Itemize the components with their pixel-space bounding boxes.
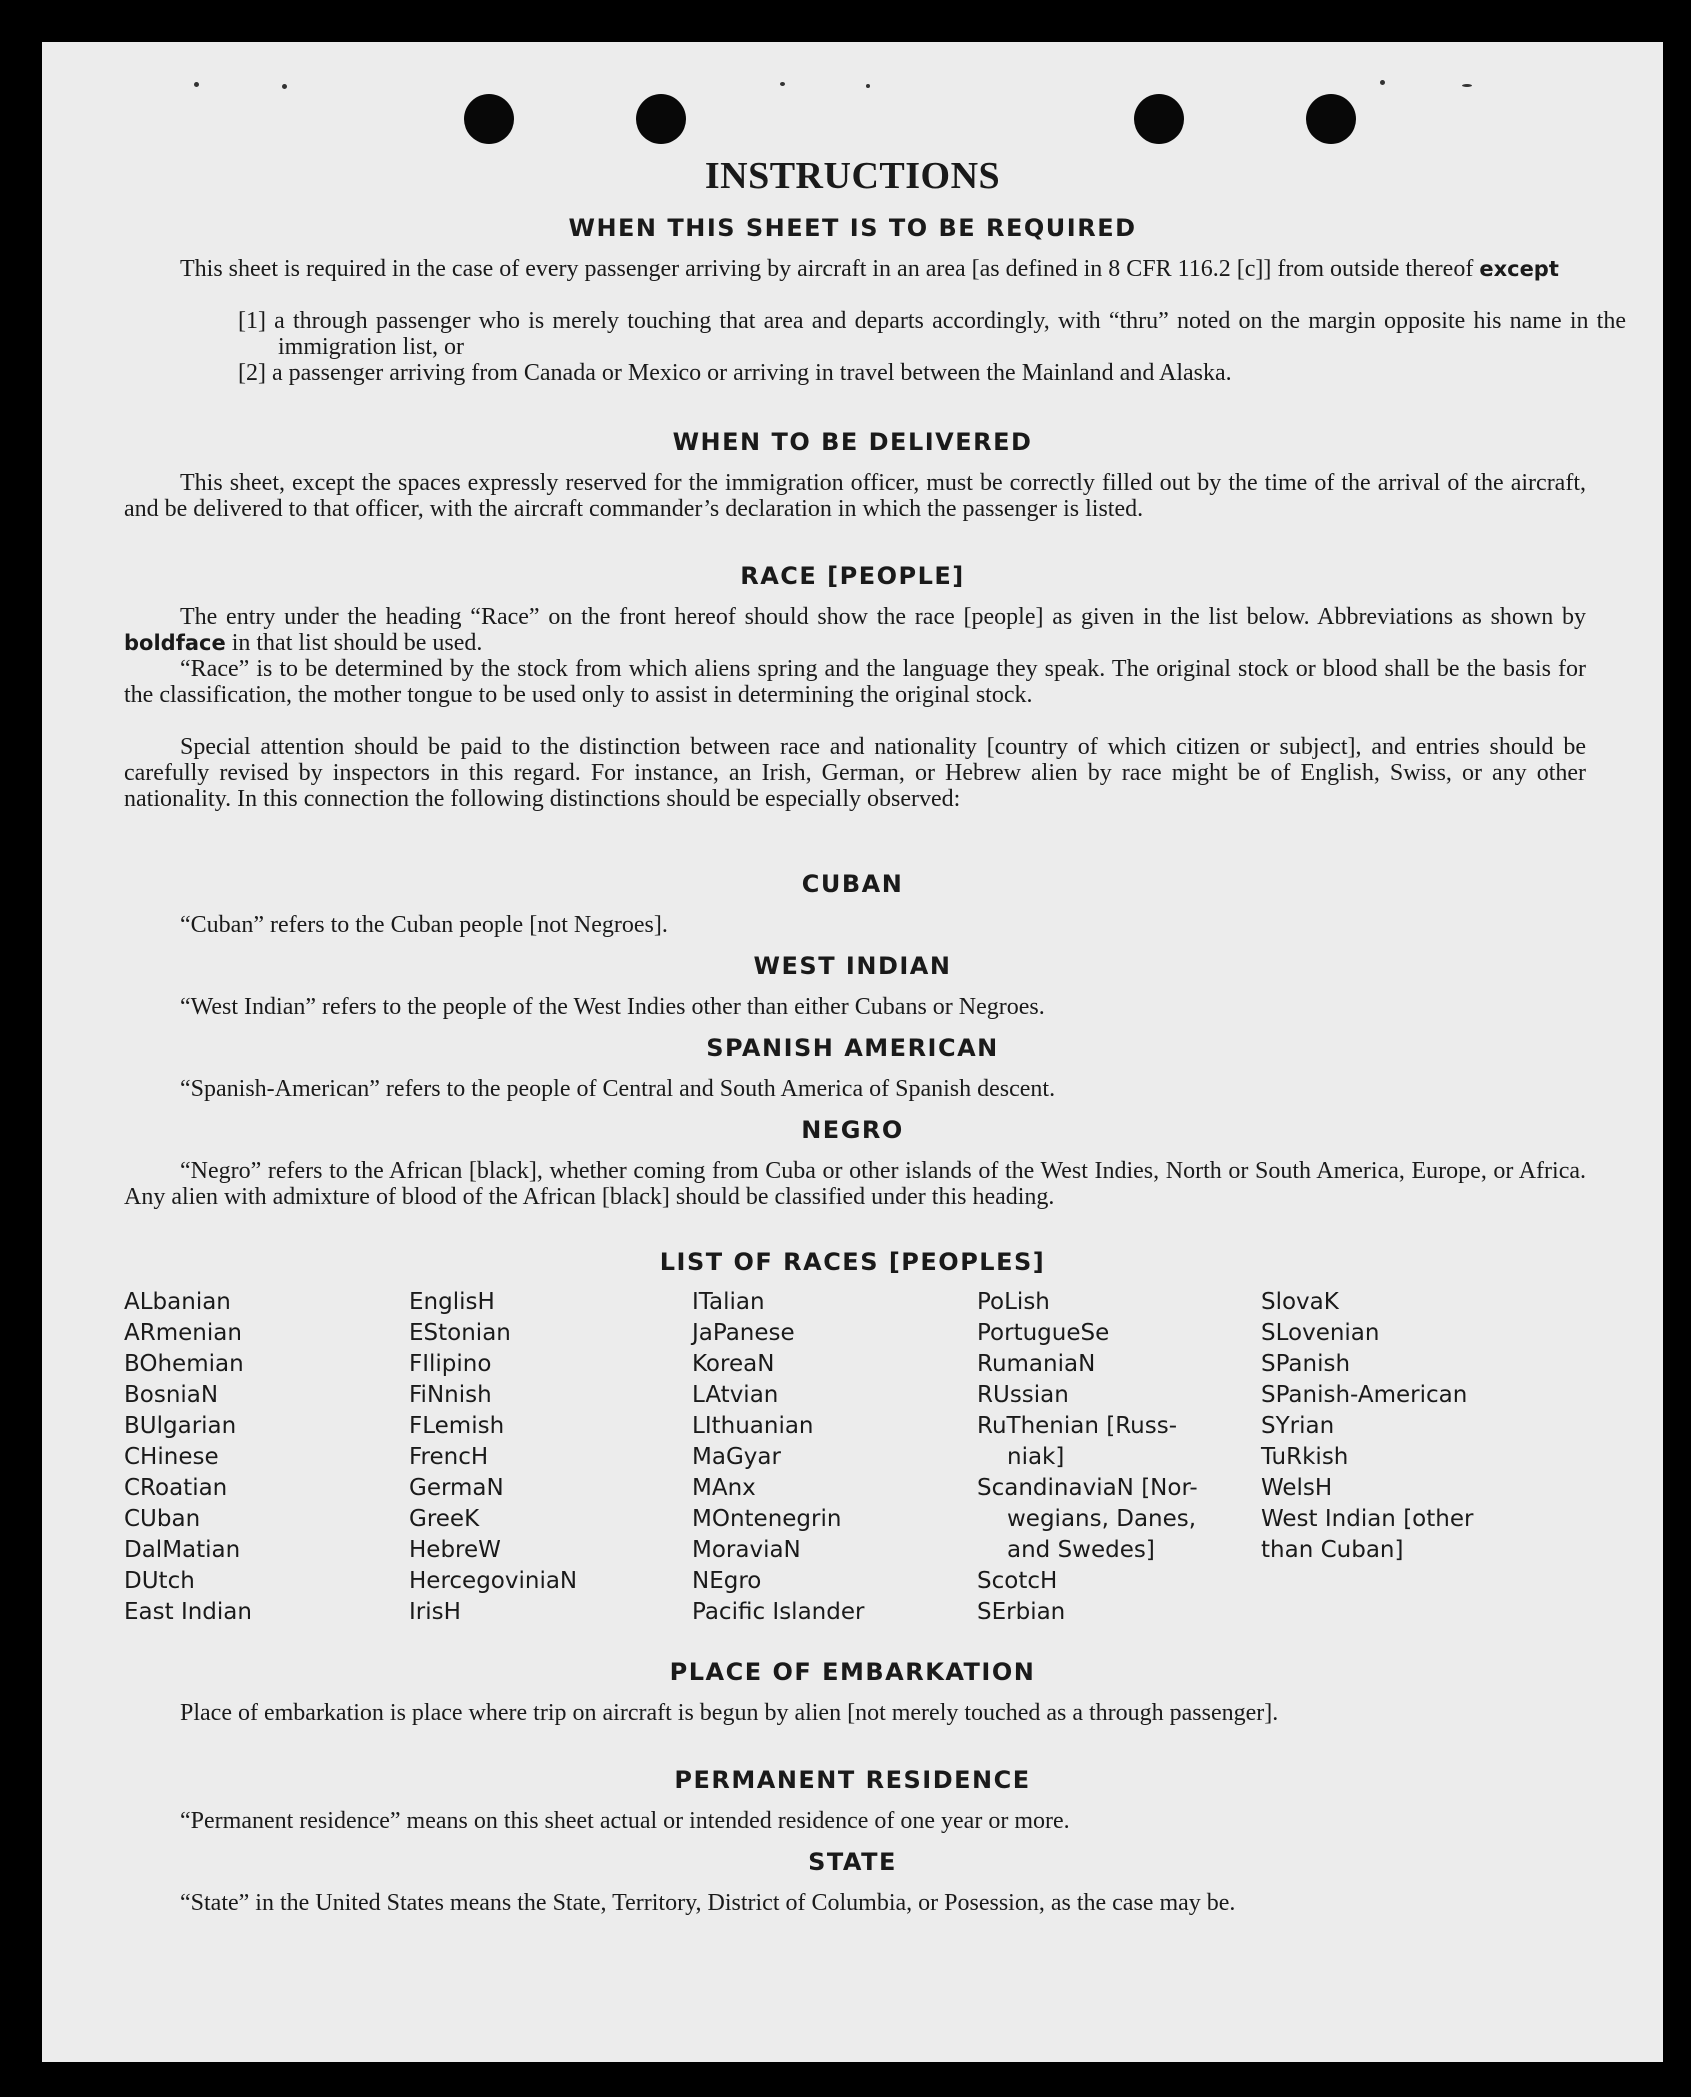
punch-hole bbox=[1134, 94, 1184, 144]
race-list-item: ITalian bbox=[692, 1289, 765, 1315]
section-heading-negro: NEGRO bbox=[801, 1116, 904, 1144]
race-list-item: FrencH bbox=[409, 1444, 489, 1470]
section-heading-spanish-american: SPANISH AMERICAN bbox=[706, 1034, 999, 1062]
section-heading-west-indian: WEST INDIAN bbox=[753, 952, 952, 980]
race-list-column-4 bbox=[977, 1287, 1198, 1628]
ink-speck bbox=[282, 84, 287, 89]
race-list-item: NEgro bbox=[692, 1568, 762, 1594]
ink-speck bbox=[1380, 80, 1385, 85]
race-list-column-2 bbox=[409, 1287, 577, 1628]
race-list-item: wegians, Danes, bbox=[1007, 1506, 1197, 1532]
race-list-item: and Swedes] bbox=[1007, 1537, 1155, 1563]
race-list-item: SErbian bbox=[977, 1599, 1066, 1625]
race-list-item: SPanish bbox=[1261, 1351, 1351, 1377]
race-paragraph-2: “Race” is to be determined by the stock from which aliens spring and the language they speak. The original stock or blood shall be the basis for the classification, the mother tongue to be used only to assist in determining the original stock. bbox=[124, 656, 1586, 708]
section-heading-race: RACE [PEOPLE] bbox=[740, 562, 965, 590]
ink-speck bbox=[866, 84, 870, 88]
race-list-item: GreeK bbox=[409, 1506, 480, 1532]
section-heading-list-of-races: LIST OF RACES [PEOPLES] bbox=[659, 1248, 1046, 1276]
document-page bbox=[42, 42, 1663, 2062]
race-list-item: CUban bbox=[124, 1506, 201, 1532]
race-list-item: FIlipino bbox=[409, 1351, 492, 1377]
race-list-item: GermaN bbox=[409, 1475, 504, 1501]
race-list-item: BosniaN bbox=[124, 1382, 219, 1408]
spanish-american-text: “Spanish-American” refers to the people of Central and South America of Spanish descent. bbox=[180, 1076, 1056, 1102]
race-list-item: than Cuban] bbox=[1261, 1537, 1404, 1563]
race-list-item: IrisH bbox=[409, 1599, 461, 1625]
ink-speck bbox=[780, 82, 785, 86]
race-list-item: ScotcH bbox=[977, 1568, 1058, 1594]
west-indian-text: “West Indian” refers to the people of the West Indies other than either Cubans or Negroes. bbox=[180, 994, 1045, 1020]
race-list-item: KoreaN bbox=[692, 1351, 775, 1377]
race-list-item: BUlgarian bbox=[124, 1413, 237, 1439]
race-list-item: MOntenegrin bbox=[692, 1506, 842, 1532]
ink-speck bbox=[1462, 84, 1472, 87]
section-heading-state: STATE bbox=[808, 1848, 897, 1876]
race-list-item: EStonian bbox=[409, 1320, 511, 1346]
negro-text: “Negro” refers to the African [black], whether coming from Cuba or other islands of the West Indies, North or South America, Europe, or Africa. Any alien with admixture of blood of the African [black] should be classified under this heading. bbox=[124, 1158, 1586, 1210]
race-list-column-5 bbox=[1261, 1287, 1473, 1566]
race-list-item: JaPanese bbox=[692, 1320, 795, 1346]
race-list-item: West Indian [other bbox=[1261, 1506, 1474, 1532]
race-list-item: ALbanian bbox=[124, 1289, 231, 1315]
race-list-item: SlovaK bbox=[1261, 1289, 1339, 1315]
race-list-item: Pacific Islander bbox=[692, 1599, 865, 1625]
race-list-item: FLemish bbox=[409, 1413, 505, 1439]
race-list-item: LAtvian bbox=[692, 1382, 779, 1408]
section-heading-when-required: WHEN THIS SHEET IS TO BE REQUIRED bbox=[568, 214, 1137, 242]
race-list-item: DalMatian bbox=[124, 1537, 241, 1563]
race-list-item: MAnx bbox=[692, 1475, 756, 1501]
exception-item-2: [2] a passenger arriving from Canada or Mexico or arriving in travel between the Mainland and Alaska. bbox=[238, 360, 1232, 386]
race-list-column-3 bbox=[692, 1287, 864, 1628]
punch-hole bbox=[636, 94, 686, 144]
race-list-item: HebreW bbox=[409, 1537, 501, 1563]
race-list-item: SYrian bbox=[1261, 1413, 1335, 1439]
exception-item-1: [1] a through passenger who is merely touching that area and departs accordingly, with “thru” noted on the margin opposite his name in the immigration list, or bbox=[238, 308, 1626, 360]
race-list-item: PoLish bbox=[977, 1289, 1050, 1315]
race-list-item: TuRkish bbox=[1261, 1444, 1349, 1470]
race-list-item: SPanish-American bbox=[1261, 1382, 1468, 1408]
race-list-column-1 bbox=[124, 1287, 252, 1628]
when-delivered-text: This sheet, except the spaces expressly reserved for the immigration officer, must be correctly filled out by the time of the arrival of the aircraft, and be delivered to that officer, with the aircraft commander’s declaration in which the passenger is listed. bbox=[124, 470, 1586, 522]
race-list-item: EnglisH bbox=[409, 1289, 495, 1315]
section-heading-place-of-embarkation: PLACE OF EMBARKATION bbox=[669, 1658, 1036, 1686]
section-heading-when-delivered: WHEN TO BE DELIVERED bbox=[672, 428, 1033, 456]
race-list-item: DUtch bbox=[124, 1568, 195, 1594]
race-list-item: ARmenian bbox=[124, 1320, 242, 1346]
section-heading-permanent-residence: PERMANENT RESIDENCE bbox=[674, 1766, 1031, 1794]
race-list-item: PortugueSe bbox=[977, 1320, 1110, 1346]
race-list-item: CRoatian bbox=[124, 1475, 228, 1501]
race-list-item: WelsH bbox=[1261, 1475, 1333, 1501]
race-paragraph-3: Special attention should be paid to the distinction between race and nationality [country of which citizen or subject], and entries should be carefully revised by inspectors in this regard. For instance, an Irish, German, or Hebrew alien by race might be of English, Swiss, or any other nationality. In this connection the following distinctions should be especially observed: bbox=[124, 734, 1586, 812]
permanent-residence-text: “Permanent residence” means on this sheet actual or intended residence of one year or more. bbox=[180, 1808, 1070, 1834]
punch-hole bbox=[1306, 94, 1356, 144]
race-list-item: SLovenian bbox=[1261, 1320, 1380, 1346]
race-list-item: RUssian bbox=[977, 1382, 1069, 1408]
race-list-item: HercegoviniaN bbox=[409, 1568, 578, 1594]
race-list-item: BOhemian bbox=[124, 1351, 244, 1377]
ink-speck bbox=[194, 82, 199, 87]
race-list-item: East Indian bbox=[124, 1599, 252, 1625]
when-required-intro: This sheet is required in the case of every passenger arriving by aircraft in an area [as defined in 8 CFR 116.2 [c]] from outside thereof except bbox=[180, 256, 1559, 282]
race-list-item: ScandinaviaN [Nor- bbox=[977, 1475, 1198, 1501]
punch-hole bbox=[464, 94, 514, 144]
race-list-item: LIthuanian bbox=[692, 1413, 814, 1439]
race-list-item: RuThenian [Russ- bbox=[977, 1413, 1178, 1439]
page-title: INSTRUCTIONS bbox=[704, 155, 1001, 197]
race-list-item: MaGyar bbox=[692, 1444, 781, 1470]
race-list-item: CHinese bbox=[124, 1444, 219, 1470]
race-list-item: RumaniaN bbox=[977, 1351, 1096, 1377]
race-list-item: FiNnish bbox=[409, 1382, 492, 1408]
race-list-item: MoraviaN bbox=[692, 1537, 801, 1563]
cuban-text: “Cuban” refers to the Cuban people [not Negroes]. bbox=[180, 912, 668, 938]
race-list-item: niak] bbox=[1007, 1444, 1065, 1470]
state-text: “State” in the United States means the State, Territory, District of Columbia, or Posession, as the case may be. bbox=[180, 1890, 1236, 1916]
section-heading-cuban: CUBAN bbox=[801, 870, 904, 898]
place-of-embarkation-text: Place of embarkation is place where trip on aircraft is begun by alien [not merely touched as a through passenger]. bbox=[180, 1700, 1279, 1726]
race-paragraph-1: The entry under the heading “Race” on the front hereof should show the race [people] as given in the list below. Abbreviations as shown by boldface in that list should be used. bbox=[124, 604, 1586, 656]
